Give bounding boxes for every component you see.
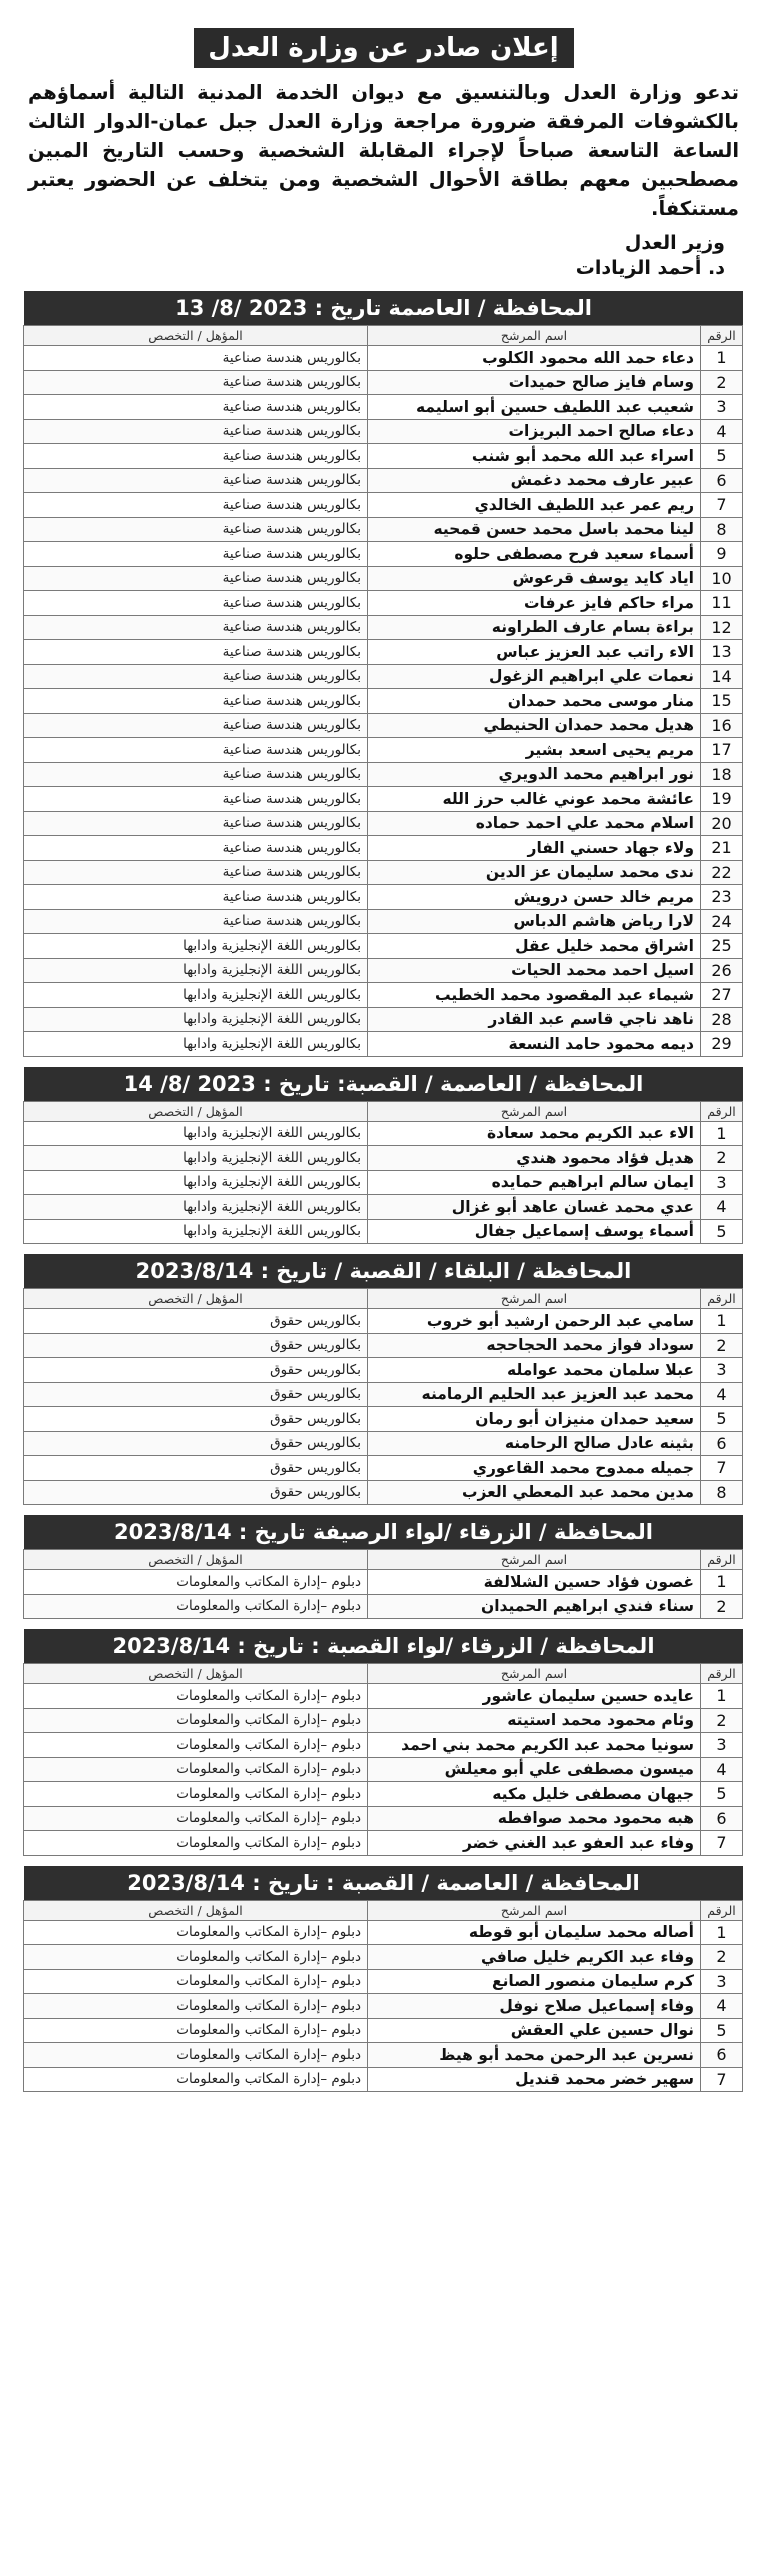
- candidate-number: 4: [701, 1195, 743, 1220]
- candidate-name: جميله ممدوح محمد القاعوري: [368, 1456, 701, 1481]
- candidate-table: [23, 1101, 743, 1245]
- candidate-section: [24, 1866, 743, 2093]
- candidate-name: نوال حسين علي العقش: [368, 2018, 701, 2043]
- candidate-number: 10: [701, 566, 743, 591]
- table-row: [24, 934, 743, 959]
- section-date: 2023/8/14: [113, 1520, 232, 1544]
- candidate-qualification: بكالوريس هندسة صناعية: [24, 542, 368, 567]
- column-header-name: اسم المرشح: [368, 1550, 701, 1570]
- candidate-name: مدين محمد عبد المعطي العزب: [368, 1480, 701, 1505]
- candidate-name: اشراق محمد خليل عقل: [368, 934, 701, 959]
- candidate-number: 6: [701, 468, 743, 493]
- section-date: 13 /8/ 2023: [175, 296, 308, 320]
- candidate-qualification: بكالوريس حقوق: [24, 1333, 368, 1358]
- candidate-name: لارا رياض هاشم الدباس: [368, 909, 701, 934]
- candidate-number: 18: [701, 762, 743, 787]
- candidate-number: 4: [701, 1757, 743, 1782]
- candidate-name: هبه محمود محمد صوافطه: [368, 1806, 701, 1831]
- candidate-number: 16: [701, 713, 743, 738]
- candidate-name: الاء راتب عبد العزيز عباس: [368, 640, 701, 665]
- candidate-name: وفاء عبد الكريم خليل صافي: [368, 1945, 701, 1970]
- candidate-qualification: بكالوريس اللغة الإنجليزية وادابها: [24, 1007, 368, 1032]
- candidate-number: 2: [701, 1146, 743, 1171]
- column-header-name: اسم المرشح: [368, 1101, 701, 1121]
- candidate-qualification: دبلوم –إدارة المكاتب والمعلومات: [24, 1757, 368, 1782]
- candidate-qualification: بكالوريس هندسة صناعية: [24, 689, 368, 714]
- section-label: المحافظة / البلقاء / القصبة / تاريخ :: [260, 1259, 632, 1283]
- candidate-qualification: دبلوم –إدارة المكاتب والمعلومات: [24, 1945, 368, 1970]
- table-row: [24, 1570, 743, 1595]
- candidate-qualification: بكالوريس حقوق: [24, 1407, 368, 1432]
- candidate-number: 6: [701, 1431, 743, 1456]
- table-row: [24, 1684, 743, 1709]
- candidate-section: [24, 1067, 743, 1245]
- table-row: [24, 909, 743, 934]
- candidate-qualification: بكالوريس هندسة صناعية: [24, 615, 368, 640]
- candidate-number: 5: [701, 1219, 743, 1244]
- table-row: [24, 836, 743, 861]
- candidate-number: 2: [701, 1945, 743, 1970]
- table-row: [24, 1309, 743, 1334]
- section-label: المحافظة / الزرقاء /لواء الرصيفة تاريخ :: [238, 1520, 653, 1544]
- candidate-number: 6: [701, 2043, 743, 2068]
- table-row: [24, 1219, 743, 1244]
- table-header-row: [24, 1900, 743, 1920]
- table-row: [24, 983, 743, 1008]
- signature-block: [24, 231, 743, 281]
- candidate-number: 7: [701, 493, 743, 518]
- candidate-name: دعاء حمد الله محمود الكلوب: [368, 346, 701, 371]
- candidate-number: 14: [701, 664, 743, 689]
- candidate-qualification: بكالوريس حقوق: [24, 1431, 368, 1456]
- candidate-section: [24, 291, 743, 1057]
- section-date: 2023/8/14: [135, 1259, 254, 1283]
- candidate-number: 27: [701, 983, 743, 1008]
- column-header-number: الرقم: [701, 1664, 743, 1684]
- section-label: المحافظة / العاصمة / القصبة: تاريخ :: [263, 1071, 644, 1096]
- table-row: [24, 1480, 743, 1505]
- table-header-row: [24, 1101, 743, 1121]
- section-label: المحافظة / الزرقاء /لواء القصبة : تاريخ :: [237, 1634, 655, 1658]
- table-row: [24, 1733, 743, 1758]
- candidate-qualification: بكالوريس هندسة صناعية: [24, 370, 368, 395]
- section-label: المحافظة / العاصمة / القصبة : تاريخ :: [252, 1870, 640, 1895]
- table-row: [24, 2018, 743, 2043]
- candidate-qualification: دبلوم –إدارة المكاتب والمعلومات: [24, 1733, 368, 1758]
- candidate-number: 5: [701, 444, 743, 469]
- candidate-name: جيهان مصطفى خليل مكيه: [368, 1782, 701, 1807]
- table-row: [24, 664, 743, 689]
- table-row: [24, 370, 743, 395]
- table-row: [24, 542, 743, 567]
- candidate-number: 1: [701, 1684, 743, 1709]
- candidate-qualification: بكالوريس هندسة صناعية: [24, 468, 368, 493]
- section-date: 2023/8/14: [127, 1870, 245, 1895]
- column-header-qualification: المؤهل / التخصص: [24, 1900, 368, 1920]
- column-header-qualification: المؤهل / التخصص: [24, 326, 368, 346]
- candidate-number: 1: [701, 346, 743, 371]
- candidate-name: نعمات علي ابراهيم الزغول: [368, 664, 701, 689]
- candidate-name: اسيل احمد محمد الحيات: [368, 958, 701, 983]
- candidate-number: 7: [701, 2067, 743, 2092]
- candidate-qualification: دبلوم –إدارة المكاتب والمعلومات: [24, 2043, 368, 2068]
- candidate-qualification: بكالوريس هندسة صناعية: [24, 713, 368, 738]
- column-header-name: اسم المرشح: [368, 1900, 701, 1920]
- table-row: [24, 1146, 743, 1171]
- candidate-number: 3: [701, 1733, 743, 1758]
- candidate-qualification: بكالوريس هندسة صناعية: [24, 811, 368, 836]
- candidate-name: سناء فندي ابراهيم الحميدان: [368, 1594, 701, 1619]
- candidate-qualification: بكالوريس اللغة الإنجليزية وادابها: [24, 1219, 368, 1244]
- candidate-qualification: بكالوريس هندسة صناعية: [24, 591, 368, 616]
- candidate-name: هديل محمد حمدان الحنيطي: [368, 713, 701, 738]
- section-header: [24, 1629, 743, 1663]
- candidate-name: أسماء يوسف إسماعيل جفال: [368, 1219, 701, 1244]
- candidate-number: 8: [701, 517, 743, 542]
- candidate-qualification: بكالوريس حقوق: [24, 1382, 368, 1407]
- candidate-qualification: بكالوريس هندسة صناعية: [24, 885, 368, 910]
- candidate-qualification: بكالوريس اللغة الإنجليزية وادابها: [24, 983, 368, 1008]
- candidate-number: 6: [701, 1806, 743, 1831]
- table-row: [24, 1382, 743, 1407]
- candidate-qualification: بكالوريس اللغة الإنجليزية وادابها: [24, 1195, 368, 1220]
- table-header-row: [24, 326, 743, 346]
- candidate-qualification: بكالوريس حقوق: [24, 1309, 368, 1334]
- candidate-table: [23, 325, 743, 1057]
- candidate-number: 8: [701, 1480, 743, 1505]
- candidate-name: عائشة محمد عوني غالب حرز الله: [368, 787, 701, 812]
- signature-name: د. أحمد الزيادات: [575, 257, 725, 279]
- table-row: [24, 689, 743, 714]
- candidate-number: 28: [701, 1007, 743, 1032]
- candidate-name: ولاء جهاد حسني الفار: [368, 836, 701, 861]
- candidate-name: غصون فؤاد حسين الشلالفة: [368, 1570, 701, 1595]
- candidate-qualification: دبلوم –إدارة المكاتب والمعلومات: [24, 1806, 368, 1831]
- column-header-qualification: المؤهل / التخصص: [24, 1664, 368, 1684]
- table-row: [24, 1920, 743, 1945]
- candidate-name: عدي محمد غسان عاهد أبو غزال: [368, 1195, 701, 1220]
- candidate-qualification: بكالوريس اللغة الإنجليزية وادابها: [24, 958, 368, 983]
- candidate-name: عايده حسين سليمان عاشور: [368, 1684, 701, 1709]
- candidate-name: ريم عمر عبد اللطيف الخالدي: [368, 493, 701, 518]
- candidate-qualification: بكالوريس هندسة صناعية: [24, 346, 368, 371]
- candidate-number: 5: [701, 1407, 743, 1432]
- candidate-number: 12: [701, 615, 743, 640]
- candidate-number: 3: [701, 1969, 743, 1994]
- candidate-number: 21: [701, 836, 743, 861]
- candidate-name: اياد كايد يوسف قرعوش: [368, 566, 701, 591]
- candidate-number: 22: [701, 860, 743, 885]
- candidate-number: 2: [701, 370, 743, 395]
- candidate-name: عبير عارف محمد دغمش: [368, 468, 701, 493]
- candidate-qualification: دبلوم –إدارة المكاتب والمعلومات: [24, 1920, 368, 1945]
- column-header-name: اسم المرشح: [368, 1289, 701, 1309]
- signature-role: وزير العدل: [624, 232, 725, 254]
- candidate-qualification: بكالوريس هندسة صناعية: [24, 419, 368, 444]
- column-header-qualification: المؤهل / التخصص: [24, 1550, 368, 1570]
- candidate-name: وئام محمود محمد استيته: [368, 1708, 701, 1733]
- candidate-name: وفاء عبد العفو عبد الغني خضر: [368, 1831, 701, 1856]
- section-header: [24, 1866, 743, 1900]
- candidate-number: 25: [701, 934, 743, 959]
- candidate-name: نور ابراهيم محمد الدويري: [368, 762, 701, 787]
- table-row: [24, 1032, 743, 1057]
- candidate-name: مراء حاكم فايز عرفات: [368, 591, 701, 616]
- table-row: [24, 419, 743, 444]
- table-row: [24, 1358, 743, 1383]
- candidate-number: 4: [701, 419, 743, 444]
- candidate-name: سوداد فواز محمد الحجاحجه: [368, 1333, 701, 1358]
- table-row: [24, 1170, 743, 1195]
- candidate-name: مريم يحيى اسعد بشير: [368, 738, 701, 763]
- candidate-qualification: بكالوريس هندسة صناعية: [24, 493, 368, 518]
- candidate-qualification: بكالوريس اللغة الإنجليزية وادابها: [24, 1146, 368, 1171]
- candidate-name: محمد عبد العزيز عبد الحليم الرمامنه: [368, 1382, 701, 1407]
- table-header-row: [24, 1664, 743, 1684]
- candidate-number: 1: [701, 1570, 743, 1595]
- candidate-qualification: دبلوم –إدارة المكاتب والمعلومات: [24, 2067, 368, 2092]
- candidate-name: ميسون مصطفى علي أبو معيلش: [368, 1757, 701, 1782]
- table-row: [24, 860, 743, 885]
- candidate-qualification: بكالوريس اللغة الإنجليزية وادابها: [24, 934, 368, 959]
- table-row: [24, 1431, 743, 1456]
- candidate-number: 3: [701, 1358, 743, 1383]
- candidate-number: 5: [701, 2018, 743, 2043]
- table-row: [24, 493, 743, 518]
- section-header: [24, 1254, 743, 1288]
- candidate-number: 20: [701, 811, 743, 836]
- table-row: [24, 787, 743, 812]
- candidate-section: [24, 1629, 743, 1856]
- table-row: [24, 591, 743, 616]
- candidate-qualification: دبلوم –إدارة المكاتب والمعلومات: [24, 1570, 368, 1595]
- candidate-name: ايمان سالم ابراهيم حمايده: [368, 1170, 701, 1195]
- candidate-name: شعيب عبد اللطيف حسين أبو اسليمه: [368, 395, 701, 420]
- candidate-qualification: بكالوريس حقوق: [24, 1456, 368, 1481]
- candidate-number: 9: [701, 542, 743, 567]
- candidate-name: سعيد حمدان منيزان أبو رمان: [368, 1407, 701, 1432]
- candidate-table: [23, 1549, 743, 1619]
- candidate-name: سونيا محمد عبد الكريم محمد بني احمد: [368, 1733, 701, 1758]
- candidate-qualification: بكالوريس هندسة صناعية: [24, 517, 368, 542]
- column-header-number: الرقم: [701, 1900, 743, 1920]
- table-row: [24, 1007, 743, 1032]
- candidate-name: أصاله محمد سليمان أبو قوطه: [368, 1920, 701, 1945]
- candidate-name: وسام فايز صالح حميدات: [368, 370, 701, 395]
- candidate-section: [24, 1515, 743, 1619]
- candidate-number: 26: [701, 958, 743, 983]
- candidate-number: 13: [701, 640, 743, 665]
- candidate-name: سامي عبد الرحمن ارشيد أبو خروب: [368, 1309, 701, 1334]
- candidate-lists: [24, 291, 743, 2092]
- candidate-name: براءة بسام عارف الطراونه: [368, 615, 701, 640]
- candidate-qualification: بكالوريس اللغة الإنجليزية وادابها: [24, 1121, 368, 1146]
- section-date: 2023/8/14: [112, 1634, 231, 1658]
- column-header-number: الرقم: [701, 1289, 743, 1309]
- candidate-qualification: دبلوم –إدارة المكاتب والمعلومات: [24, 1994, 368, 2019]
- candidate-number: 3: [701, 1170, 743, 1195]
- candidate-number: 29: [701, 1032, 743, 1057]
- candidate-qualification: بكالوريس هندسة صناعية: [24, 664, 368, 689]
- table-row: [24, 1456, 743, 1481]
- candidate-qualification: دبلوم –إدارة المكاتب والمعلومات: [24, 2018, 368, 2043]
- candidate-name: هديل فؤاد محمود هندي: [368, 1146, 701, 1171]
- candidate-qualification: بكالوريس هندسة صناعية: [24, 640, 368, 665]
- announcement-body: تدعو وزارة العدل وبالتنسيق مع ديوان الخدمة المدنية التالية أسماؤهم بالكشوفات المرفقة ضرورة مراجعة وزارة العدل جبل عمان-الدوار الثالث الساعة التاسعة صباحاً لإجراء المقابلة الشخصية وحسب التاريخ المبين مصطحبين معهم بطاقة الأحوال الشخصية ومن يتخلف عن الحضور يعتبر مستنكفاً.: [28, 81, 739, 220]
- column-header-name: اسم المرشح: [368, 326, 701, 346]
- table-row: [24, 1782, 743, 1807]
- table-row: [24, 811, 743, 836]
- table-row: [24, 566, 743, 591]
- table-row: [24, 1806, 743, 1831]
- candidate-qualification: بكالوريس هندسة صناعية: [24, 836, 368, 861]
- candidate-qualification: بكالوريس حقوق: [24, 1358, 368, 1383]
- candidate-qualification: بكالوريس هندسة صناعية: [24, 787, 368, 812]
- table-row: [24, 2067, 743, 2092]
- section-header: [24, 1515, 743, 1549]
- candidate-name: كرم سليمان منصور الصانع: [368, 1969, 701, 1994]
- candidate-qualification: بكالوريس اللغة الإنجليزية وادابها: [24, 1170, 368, 1195]
- table-row: [24, 762, 743, 787]
- table-row: [24, 1195, 743, 1220]
- table-row: [24, 1121, 743, 1146]
- table-row: [24, 713, 743, 738]
- candidate-number: 15: [701, 689, 743, 714]
- candidate-number: 1: [701, 1121, 743, 1146]
- candidate-qualification: بكالوريس هندسة صناعية: [24, 762, 368, 787]
- candidate-name: مريم خالد حسن درويش: [368, 885, 701, 910]
- candidate-number: 5: [701, 1782, 743, 1807]
- candidate-number: 2: [701, 1708, 743, 1733]
- candidate-number: 7: [701, 1456, 743, 1481]
- table-header-row: [24, 1289, 743, 1309]
- candidate-qualification: دبلوم –إدارة المكاتب والمعلومات: [24, 1708, 368, 1733]
- section-date: 14 /8/ 2023: [123, 1071, 256, 1096]
- candidate-number: 11: [701, 591, 743, 616]
- candidate-name: أسماء سعيد فرح مصطفى حلوه: [368, 542, 701, 567]
- candidate-number: 1: [701, 1309, 743, 1334]
- column-header-number: الرقم: [701, 1550, 743, 1570]
- table-row: [24, 1594, 743, 1619]
- column-header-name: اسم المرشح: [368, 1664, 701, 1684]
- candidate-number: 4: [701, 1382, 743, 1407]
- candidate-number: 23: [701, 885, 743, 910]
- candidate-name: وفاء إسماعيل صلاح نوفل: [368, 1994, 701, 2019]
- table-row: [24, 346, 743, 371]
- table-row: [24, 1333, 743, 1358]
- candidate-name: لينا محمد باسل محمد حسن قمحيه: [368, 517, 701, 542]
- table-row: [24, 468, 743, 493]
- candidate-qualification: بكالوريس هندسة صناعية: [24, 395, 368, 420]
- table-row: [24, 1708, 743, 1733]
- table-row: [24, 1945, 743, 1970]
- candidate-name: اسراء عبد الله محمد أبو شنب: [368, 444, 701, 469]
- announcement-title: إعلان صادر عن وزارة العدل: [194, 28, 574, 68]
- candidate-qualification: دبلوم –إدارة المكاتب والمعلومات: [24, 1594, 368, 1619]
- table-row: [24, 517, 743, 542]
- section-header: [24, 1067, 743, 1101]
- candidate-section: [24, 1254, 743, 1505]
- candidate-name: الاء عبد الكريم محمد سعادة: [368, 1121, 701, 1146]
- candidate-name: ناهد ناجي قاسم عبد القادر: [368, 1007, 701, 1032]
- column-header-qualification: المؤهل / التخصص: [24, 1289, 368, 1309]
- candidate-qualification: دبلوم –إدارة المكاتب والمعلومات: [24, 1831, 368, 1856]
- section-label: المحافظة / العاصمة تاريخ :: [314, 296, 592, 320]
- table-row: [24, 615, 743, 640]
- column-header-qualification: المؤهل / التخصص: [24, 1101, 368, 1121]
- candidate-name: اسلام محمد علي احمد حماده: [368, 811, 701, 836]
- table-row: [24, 640, 743, 665]
- column-header-number: الرقم: [701, 326, 743, 346]
- candidate-qualification: بكالوريس اللغة الإنجليزية وادابها: [24, 1032, 368, 1057]
- candidate-table: [23, 1900, 743, 2093]
- candidate-number: 2: [701, 1594, 743, 1619]
- table-row: [24, 1757, 743, 1782]
- candidate-number: 19: [701, 787, 743, 812]
- candidate-name: منار موسى محمد حمدان: [368, 689, 701, 714]
- candidate-number: 3: [701, 395, 743, 420]
- table-row: [24, 1831, 743, 1856]
- candidate-qualification: بكالوريس هندسة صناعية: [24, 738, 368, 763]
- table-header-row: [24, 1550, 743, 1570]
- candidate-table: [23, 1288, 743, 1505]
- candidate-name: بثينه عادل صالح الرحامنه: [368, 1431, 701, 1456]
- table-row: [24, 1994, 743, 2019]
- candidate-name: دعاء صالح احمد البريزات: [368, 419, 701, 444]
- candidate-number: 17: [701, 738, 743, 763]
- table-row: [24, 1969, 743, 1994]
- table-row: [24, 885, 743, 910]
- candidate-name: سهير خضر محمد قنديل: [368, 2067, 701, 2092]
- candidate-qualification: دبلوم –إدارة المكاتب والمعلومات: [24, 1969, 368, 1994]
- candidate-name: نسرين عبد الرحمن محمد أبو هيظ: [368, 2043, 701, 2068]
- candidate-table: [23, 1663, 743, 1856]
- candidate-name: شيماء عبد المقصود محمد الخطيب: [368, 983, 701, 1008]
- announcement-content: [24, 28, 743, 2092]
- candidate-number: 1: [701, 1920, 743, 1945]
- candidate-qualification: بكالوريس هندسة صناعية: [24, 909, 368, 934]
- table-row: [24, 1407, 743, 1432]
- candidate-number: 7: [701, 1831, 743, 1856]
- candidate-number: 2: [701, 1333, 743, 1358]
- candidate-qualification: دبلوم –إدارة المكاتب والمعلومات: [24, 1782, 368, 1807]
- candidate-qualification: بكالوريس هندسة صناعية: [24, 860, 368, 885]
- candidate-name: عبلا سلمان محمد عوامله: [368, 1358, 701, 1383]
- table-row: [24, 444, 743, 469]
- candidate-number: 24: [701, 909, 743, 934]
- candidate-qualification: بكالوريس حقوق: [24, 1480, 368, 1505]
- candidate-qualification: دبلوم –إدارة المكاتب والمعلومات: [24, 1684, 368, 1709]
- candidate-name: ندى محمد سليمان عز الدين: [368, 860, 701, 885]
- section-header: [24, 291, 743, 325]
- table-row: [24, 2043, 743, 2068]
- column-header-number: الرقم: [701, 1101, 743, 1121]
- candidate-number: 4: [701, 1994, 743, 2019]
- table-row: [24, 395, 743, 420]
- table-row: [24, 958, 743, 983]
- candidate-qualification: بكالوريس هندسة صناعية: [24, 444, 368, 469]
- candidate-qualification: بكالوريس هندسة صناعية: [24, 566, 368, 591]
- candidate-name: ديمه محمود حامد النسعة: [368, 1032, 701, 1057]
- table-row: [24, 738, 743, 763]
